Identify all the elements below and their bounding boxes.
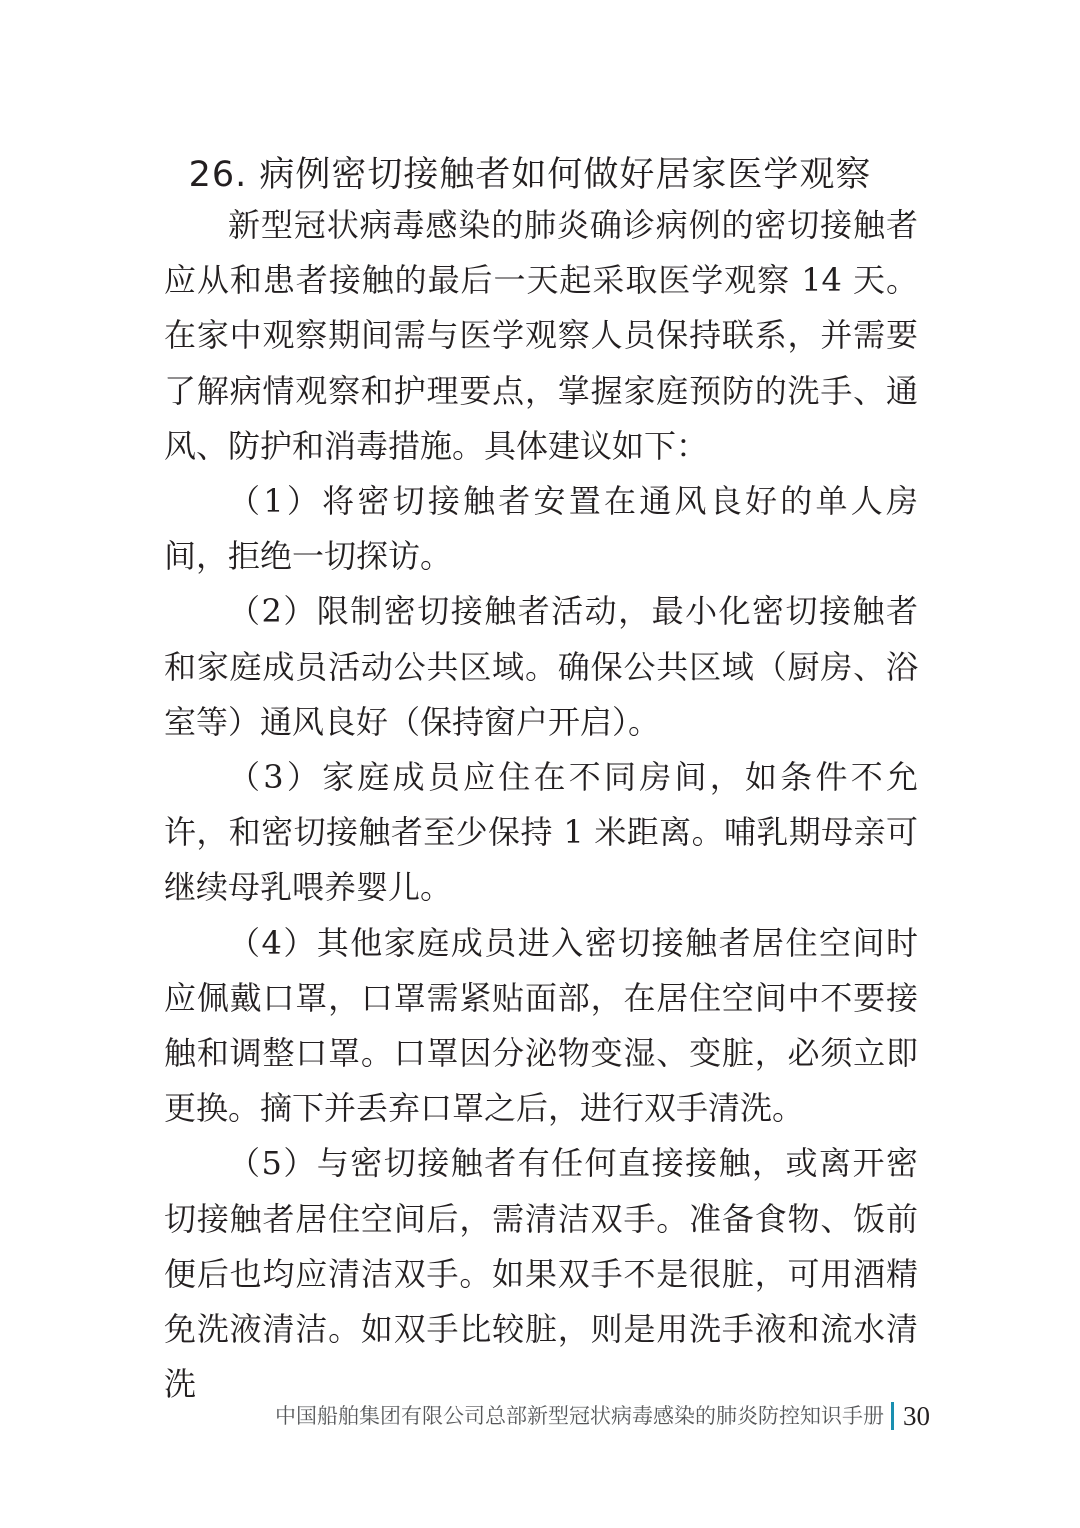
paragraph-item-5: （5）与密切接触者有任何直接接触，或离开密切接触者居住空间后，需清洁双手。准备食物、饭前便后也均应清洁双手。如果双手不是很脏，可用酒精免洗液清洁。如双手比较脏，则是用洗手液和流水清洗 xyxy=(164,1144,918,1404)
paragraph-intro: 新型冠状病毒感染的肺炎确诊病例的密切接触者应从和患者接触的最后一天起采取医学观察 14 天。在家中观察期间需与医学观察人员保持联系，并需要了解病情观察和护理要点，掌握家庭预防的洗手、通风、防护和消毒措施。具体建议如下： xyxy=(164,206,918,465)
paragraph-item-3: （3）家庭成员应住在不同房间，如条件不允许，和密切接触者至少保持 1 米距离。哺乳期母亲可继续母乳喂养婴儿。 xyxy=(164,758,918,907)
page-number: 30 xyxy=(903,1401,930,1431)
body-text xyxy=(164,198,918,1412)
paragraph-item-4: （4）其他家庭成员进入密切接触者居住空间时应佩戴口罩，口罩需紧贴面部，在居住空间中不要接触和调整口罩。口罩因分泌物变湿、变脏，必须立即更换。摘下并丢弃口罩之后，进行双手清洗。 xyxy=(164,923,918,1128)
paragraph-item-1: （1）将密切接触者安置在通风良好的单人房间，拒绝一切探访。 xyxy=(164,482,918,576)
paragraph-item-2: （2）限制密切接触者活动，最小化密切接触者和家庭成员活动公共区域。确保公共区域（厨房、浴室等）通风良好（保持窗户开启）。 xyxy=(164,592,918,741)
section-title: 26. 病例密切接触者如何做好居家医学观察 xyxy=(188,155,872,196)
footer-handbook-title: 中国船舶集团有限公司总部新型冠状病毒感染的肺炎防控知识手册 xyxy=(275,1404,884,1428)
footer-divider xyxy=(891,1402,894,1430)
